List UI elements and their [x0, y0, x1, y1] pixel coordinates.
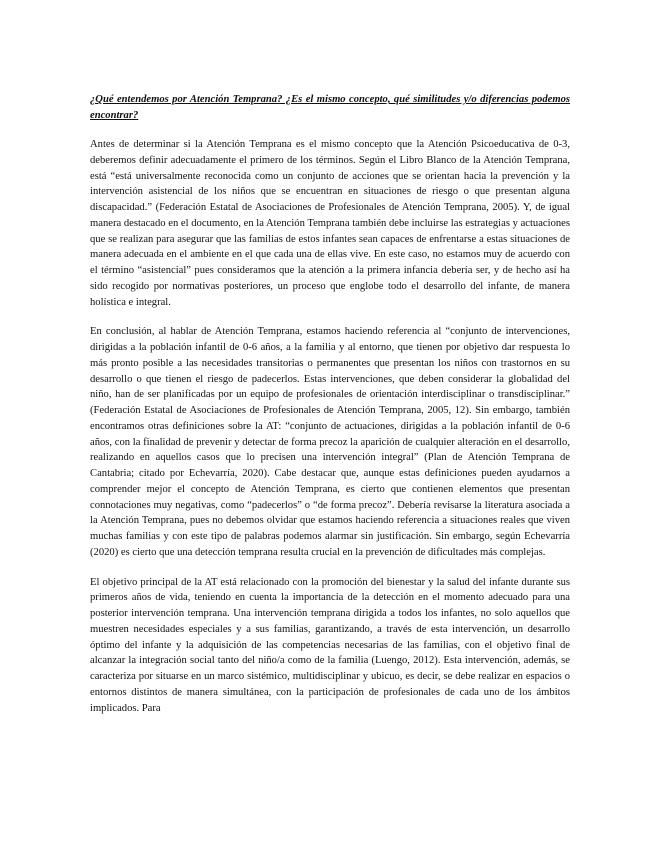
section-heading: ¿Qué entendemos por Atención Temprana? ¿Es el mismo concepto, qué similitudes y/o diferencias podemos encontrar?: [90, 94, 570, 121]
paragraph-3: El objetivo principal de la AT está relacionado con la promoción del bienestar y la salud del infante durante sus primeros años de vida, teniendo en cuenta la importancia de la detección en el momento adecuado para una posterior intervención temprana. Una intervención temprana dirigida a todos los infantes, no solo aquellos que muestren necesidades especiales y a sus familias, garantizando, a través de esta intervención, un desarrollo óptimo del infante y la adquisición de las competencias necesarias de las familias, con el objetivo final de alcanzar la integración social tanto del niño/a como de la familia (Luengo, 2012). Esta intervención, además, se caracteriza por situarse en un marco sistémico, multidisciplinar y ubicuo, es decir, se debe realizar en espacios o entornos distintos de manera simultánea, con la participación de profesionales de cada uno de los ámbitos implicados. Para: [90, 576, 570, 714]
paragraph-2: En conclusión, al hablar de Atención Temprana, estamos haciendo referencia al “conjunto de intervenciones, dirigidas a la población infantil de 0-6 años, a la familia y al entorno, que tienen por objetivo dar respuesta lo más pronto posible a las necesidades transitorias o permanentes que presentan los niños con trastornos en su desarrollo o que tienen el riesgo de padecerlos. Estas intervenciones, que deben considerar la globalidad del niño, han de ser planificadas por un equipo de profesionales de orientación interdisciplinar o transdisciplinar.” (Federación Estatal de Asociaciones de Profesionales de Atención Temprana, 2005, 12). Sin embargo, también encontramos otras definiciones sobre la AT: “conjunto de actuaciones, dirigidas a la población infantil de 0-6 años, con la finalidad de prevenir y detectar de forma precoz la aparición de cualquier alteración en el desarrollo, realizando en aquellos casos que lo precisen una intervención integral” (Plan de Atención Temprana de Cantabria; citado por Echevarría, 2020). Cabe destacar que, aunque estas definiciones pueden ayudarnos a comprender mejor el concepto de Atención Temprana, es cierto que contienen elementos que presentan connotaciones muy negativas, como “padecerlos” o “de forma precoz”. Debería revisarse la literatura asociada a la Atención Temprana, pues no debemos olvidar que estamos haciendo referencia a situaciones reales que viven muchas familias y con este tipo de palabras podemos alarmar sin justificación. Sin embargo, según Echevarría (2020) es cierto que una detección temprana resulta crucial en la prevención de dificultades más complejas.: [90, 326, 570, 558]
paragraph-1: Antes de determinar si la Atención Temprana es el mismo concepto que la Atención Psicoeducativa de 0-3, deberemos definir adecuadamente el primero de los términos. Según el Libro Blanco de la Atención Temprana, está “está universalmente reconocida como un conjunto de acciones que se orientan hacia la prevención y la intervención asistencial de los niños que se encuentran en situaciones de riesgo o que presentan alguna discapacidad.” (Federación Estatal de Asociaciones de Profesionales de Atención Temprana, 2005). Y, de igual manera destacado en el documento, en la Atención Temprana también debe incluirse las estrategias y actuaciones que se realizan para asegurar que las familias de estos infantes sean capaces de enfrentarse a estas situaciones de manera adecuada en el ambiente en el que cada una de ellas vive. En este caso, no estamos muy de acuerdo con el término “asistencial” pues consideramos que la atención a la primera infancia debería ser, y de hecho así ha sido recogido por normativas posteriores, un proceso que englobe todo el desarrollo del infante, de manera holística e integral.: [90, 139, 570, 308]
document-body: [90, 92, 570, 730]
